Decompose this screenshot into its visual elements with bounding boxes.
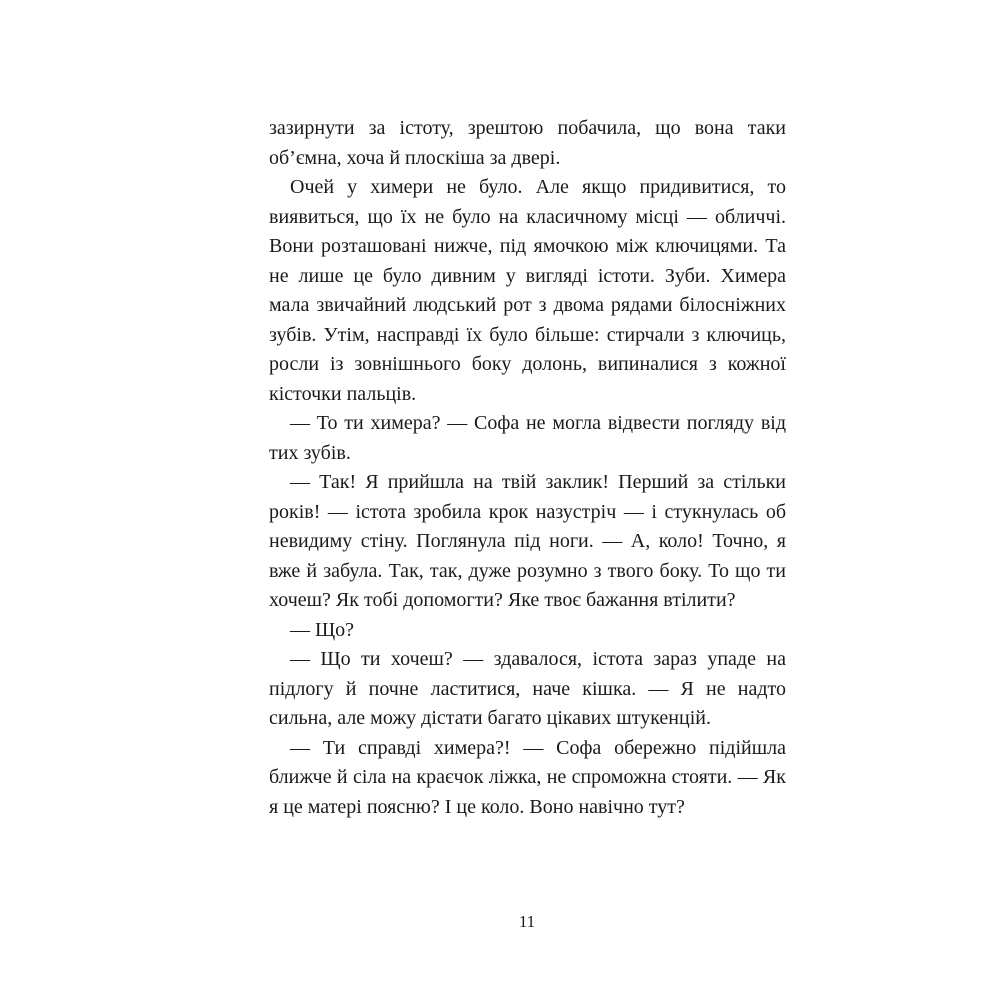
page-number: 11 (518, 912, 536, 931)
paragraph-3: — То ти химера? — Софа не могла відвести погляду від тих зубів. (269, 412, 786, 464)
paragraph-6: — Що ти хочеш? — здавалося, істота зараз упаде на підлогу й почне ластитися, наче кішка. — Я не надто сильна, але можу дістати багато цікавих штукенцій. (269, 648, 786, 729)
paragraph-4: — Так! Я прийшла на твій заклик! Перший за стільки років! — істота зробила крок назустріч — і стукнулась об невидиму стіну. Поглянула під ноги. — А, коло! Точно, я вже й забула. Так, так, дуже розумно з твого боку. То що ти хочеш? Як тобі допомогти? Яке твоє бажання втілити? (269, 471, 786, 611)
paragraph-1: зазирнути за істоту, зрештою побачила, що вона таки об’ємна, хоча й плоскіша за двері. (269, 117, 786, 169)
paragraph-5: — Що? (290, 618, 355, 641)
paragraph-2: Очей у химери не було. Але якщо придивитися, то виявиться, що їх не було на класичному місці — обличчі. Вони розташовані нижче, під ямочкою між ключицями. Та не лише це було дивним у вигляді істоти. Зуби. Химера мала звичайний людський рот з двома рядами білосніжних зубів. Утім, насправді їх було більше: стирчали з ключиць, росли із зовнішнього боку долонь, випиналися з кожної кісточки пальців. (269, 176, 786, 405)
page-body-text (269, 114, 786, 822)
paragraph-7: — Ти справді химера?! — Софа обережно підійшла ближче й сіла на краєчок ліжка, не спроможна стояти. — Як я це матері поясню? І це коло. Воно навічно тут? (269, 736, 786, 818)
